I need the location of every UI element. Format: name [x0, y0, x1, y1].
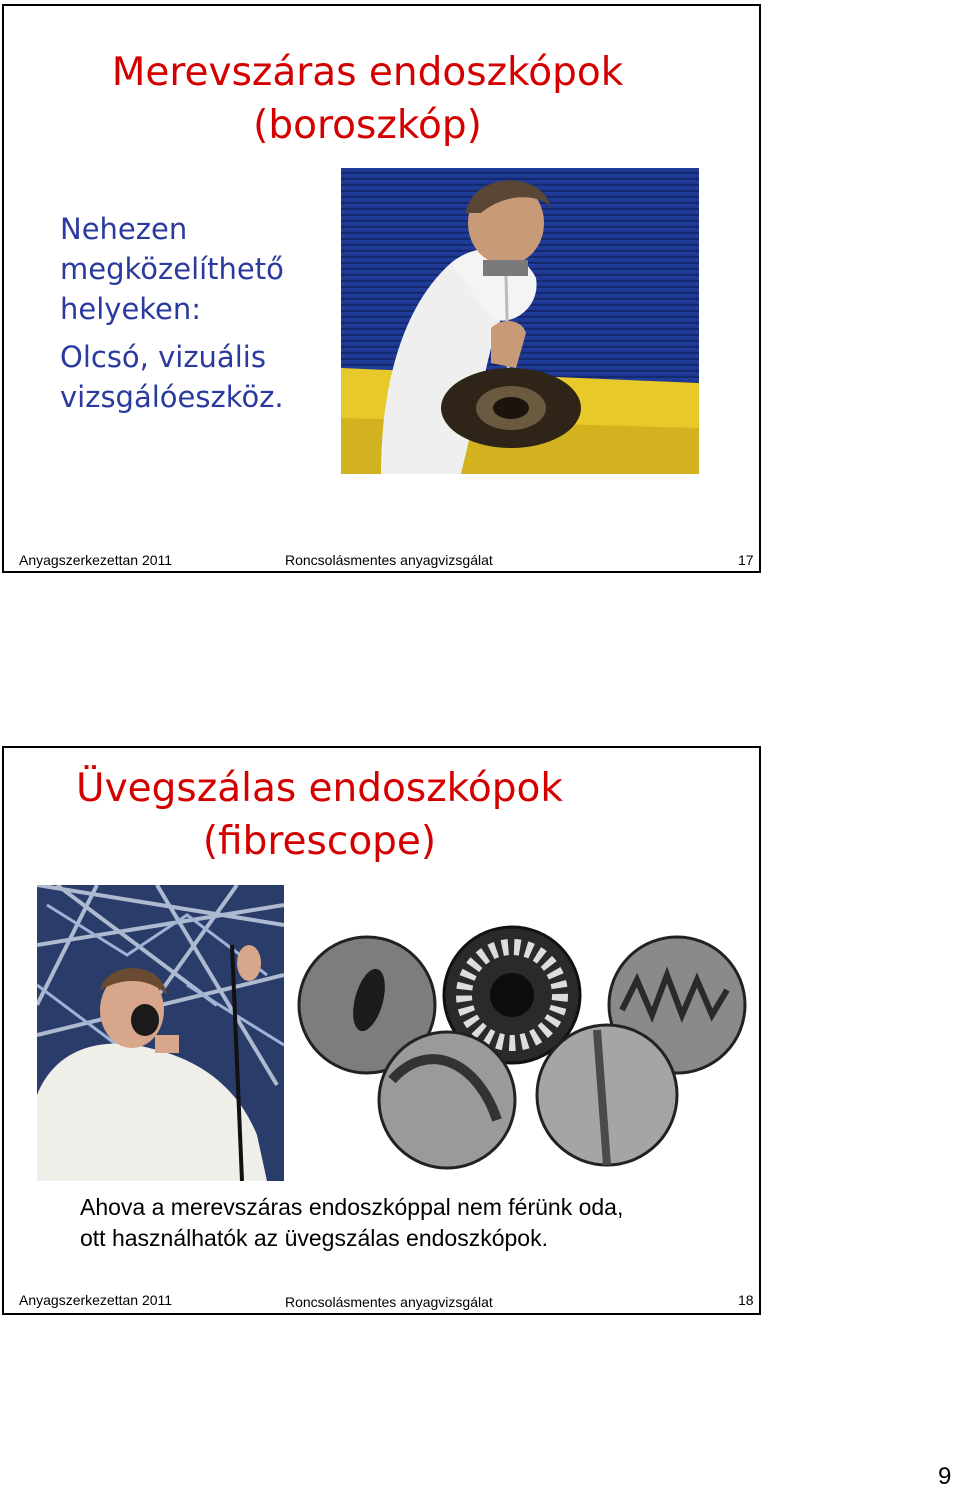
bullet-item: Nehezen megközelíthető helyeken: [60, 212, 284, 326]
bullet-item: Olcsó, vizuális vizsgálóeszköz. [60, 340, 284, 414]
slide-title [2, 46, 745, 152]
page-number: 9 [938, 1463, 952, 1490]
title-line-2: (boroszkóp) [253, 103, 482, 148]
footer-topic: Roncsolásmentes anyagvizsgálat [285, 552, 493, 568]
slide-number: 18 [738, 1292, 754, 1308]
title-line-1: Merevszáras endoszkópok [111, 50, 624, 95]
slide-17 [2, 4, 761, 573]
slide-title [2, 762, 697, 868]
footer-course: Anyagszerkezettan 2011 [19, 552, 173, 568]
endoscope-views-image [297, 920, 757, 1170]
title-line-1: Üvegszálas endoszkópok [76, 766, 563, 811]
slide-body-text: Ahova a merevszáras endoszkóppal nem férünk oda, ott használhatók az üvegszálas endoszkópok. [80, 1194, 624, 1251]
footer-course: Anyagszerkezettan 2011 [19, 1292, 173, 1308]
fibrescope-photo [37, 885, 284, 1181]
slide-number: 17 [738, 552, 754, 568]
slide-18 [2, 746, 761, 1315]
title-line-2: (fibrescope) [202, 819, 437, 864]
borescope-photo [341, 168, 699, 474]
bullet-list [60, 209, 284, 425]
footer-topic: Roncsolásmentes anyagvizsgálat [285, 1294, 493, 1310]
